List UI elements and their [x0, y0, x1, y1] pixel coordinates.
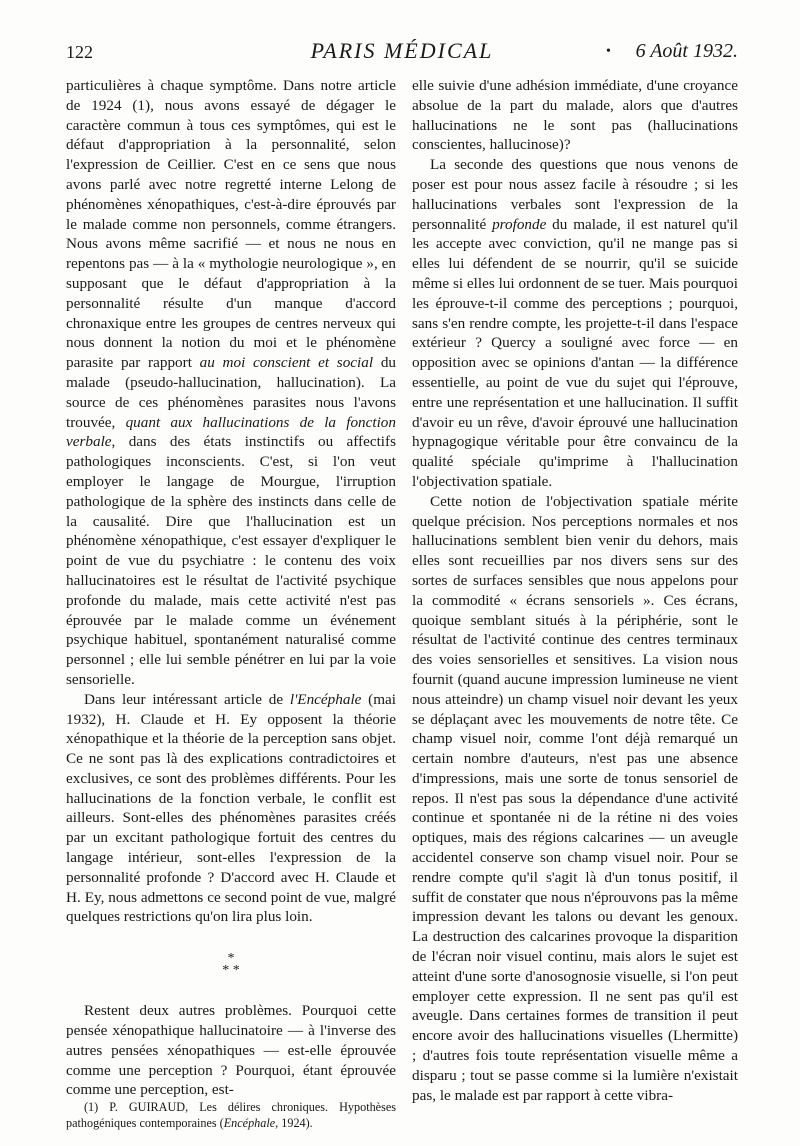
paragraph: elle suivie d'une adhésion immédiate, d'une croyance absolue de la part du malade, alors que d'autres hallucinations ne le sont pas (hallucinations conscientes, hallucinose)? — [412, 77, 738, 154]
section-separator: * * * — [222, 951, 240, 979]
footnote: (1) P. GUIRAUD, Les délires chroniques. Hypothèses pathogéniques contemporaines (Encéphale, 1924). — [66, 1100, 396, 1130]
right-column — [412, 76, 738, 1105]
header-dot: • — [606, 44, 611, 59]
paragraph: La seconde des questions que nous venons de poser est pour nous assez facile à résoudre ; si les hallucinations verbales sont l'expression de la personnalité profonde du malade, il est naturel qu'il les accepte avec conviction, qu'il ne mange pas si elles lui défendent de se nourrir, qu'il se suicide même si elles lui ordonnent de se tuer. Mais pourquoi les éprouve-t-il comme des perceptions ; pourquoi, sans s'en rendre compte, les projette-t-il dans l'espace extérieur ? Quercy a souligné avec force — en opposition avec se opinions d'antan — la différence essentielle, au point de vue du sujet qui l'éprouve, entre une représentation et une hallucination. Il suffit d'avoir eu un rêve, d'avoir éprouvé une hallucination hypnagogique véritable pour être convaincu de la qualité spéciale qu'imprime à l'hallucination l'objectivation spatiale. — [412, 156, 738, 490]
paragraph: Restent deux autres problèmes. Pourquoi cette pensée xénopathique hallucinatoire — à l'inverse des autres pensées xénopathiques — est-elle éprouvée comme une perception ? Pourquoi, étant éprouvée comme une perception, est- — [66, 1002, 396, 1099]
issue-date: 6 Août 1932. — [635, 40, 738, 62]
page-number: 122 — [66, 42, 93, 62]
page-header — [66, 38, 738, 68]
journal-title: PARIS MÉDICAL — [310, 38, 494, 63]
paragraph: Cette notion de l'objectivation spatiale mérite quelque précision. Nos perceptions normales et nos hallucinations semblent bien venir du dehors, mais elles sont recueillies par nos divers sens sur des sortes de surfaces sensibles que nous appelons pour la commodité « écrans sensoriels ». Ces écrans, quoique semblant situés à la périphérie, sont le résultat de l'activité continue des centres terminaux des voies sensorielles et sensitives. La vision nous fournit (quand aucune impression lumineuse ne vient nous atteindre) un champ visuel noir devant les yeux se déplaçant avec les mouvements de notre tête. Ce champ visuel noir, comme l'ont déjà remarqué un certain nombre d'auteurs, n'est pas une absence d'impressions, mais une sorte de tonus sensoriel de repos. Il n'est pas sous la dépendance d'une activité continue et spontanée ni de la rétine ni des voies optiques, mais des régions calcarines — un aveugle accidentel conserve son champ visuel noir. Pour se rendre compte qu'il s'agit là d'un tonus positif, il suffit de constater que nous n'éprouvons pas la même impression devant les talons ou devant les genoux. La destruction des calcarines provoque la disparition de l'écran noir visuel continu, mais alors le sujet est atteint d'une sorte d'anosognosie visuelle, si l'on peut employer cette expression. Il ne sent pas qu'il est aveugle. Dans certaines formes de transition il peut encore avoir des hallucinations visuelles (Lhermitte) ; d'autres fois toute représentation visuelle même a disparu ; tout se passe comme si la lumière n'existait pas, le malade est par rapport à cette vibra- — [412, 492, 738, 1104]
left-column — [66, 76, 396, 1131]
paragraph: Dans leur intéressant article de l'Encéphale (mai 1932), H. Claude et H. Ey opposent la théorie xénopathique et la théorie de la perception sans objet. Ce ne sont pas là des explications contradictoires et exclusives, ce sont des problèmes différents. Pour les hallucinations de la fonction verbale, le conflit est ailleurs. Sont-elles des phénomènes parasites créés par un excitant pathologique fortuit des centres du langage intérieur, sont-elles l'expression de la personnalité profonde ? D'accord avec H. Claude et H. Ey, nous admettons ce second point de vue, malgré quelques restrictions qu'on lira plus loin. — [66, 690, 396, 926]
paragraph: particulières à chaque symptôme. Dans notre article de 1924 (1), nous avons essayé de dégager le caractère commun à tous ces symptômes, qui est le défaut d'appropriation à la personnalité, selon l'expression de Ceillier. C'est en ce sens que nous avons parlé avec notre regretté interne Lelong de phénomènes xénopathiques, c'est-à-dire éprouvés par le malade comme non personnels, comme étrangers. Nous avons même sacrifié — et nous ne nous en repentons pas — à la « mythologie neurologique », en supposant que le défaut d'appropriation à la personnalité résulte d'un manque d'accord chronaxique entre les groupes de centres nerveux qui nous donnent la notion du moi et le phénomène parasite par rapport au moi conscient et social du malade (pseudo-hallucination, hallucination). La source de ces phénomènes parasites nous l'avons trouvée, quant aux hallucinations de la fonction verbale, dans des états instinctifs ou affectifs pathologiques inconscients. C'est, si l'on veut employer le langage de Mourgue, l'irruption pathologique de la sphère des instincts dans celle de la causalité. Dire que l'hallucination est un phénomène xénopathique, c'est essayer d'expliquer le point de vue du psychiatre : le contenu des voix hallucinatoires est le résultat de l'activité psychique profonde du malade, mais cette activité n'est pas éprouvée par le malade comme un événement psychique habituel, spontanément naturalisé comme personnel ; elle lui semble pénétrer en lui par la voie sensorielle. — [66, 77, 397, 688]
